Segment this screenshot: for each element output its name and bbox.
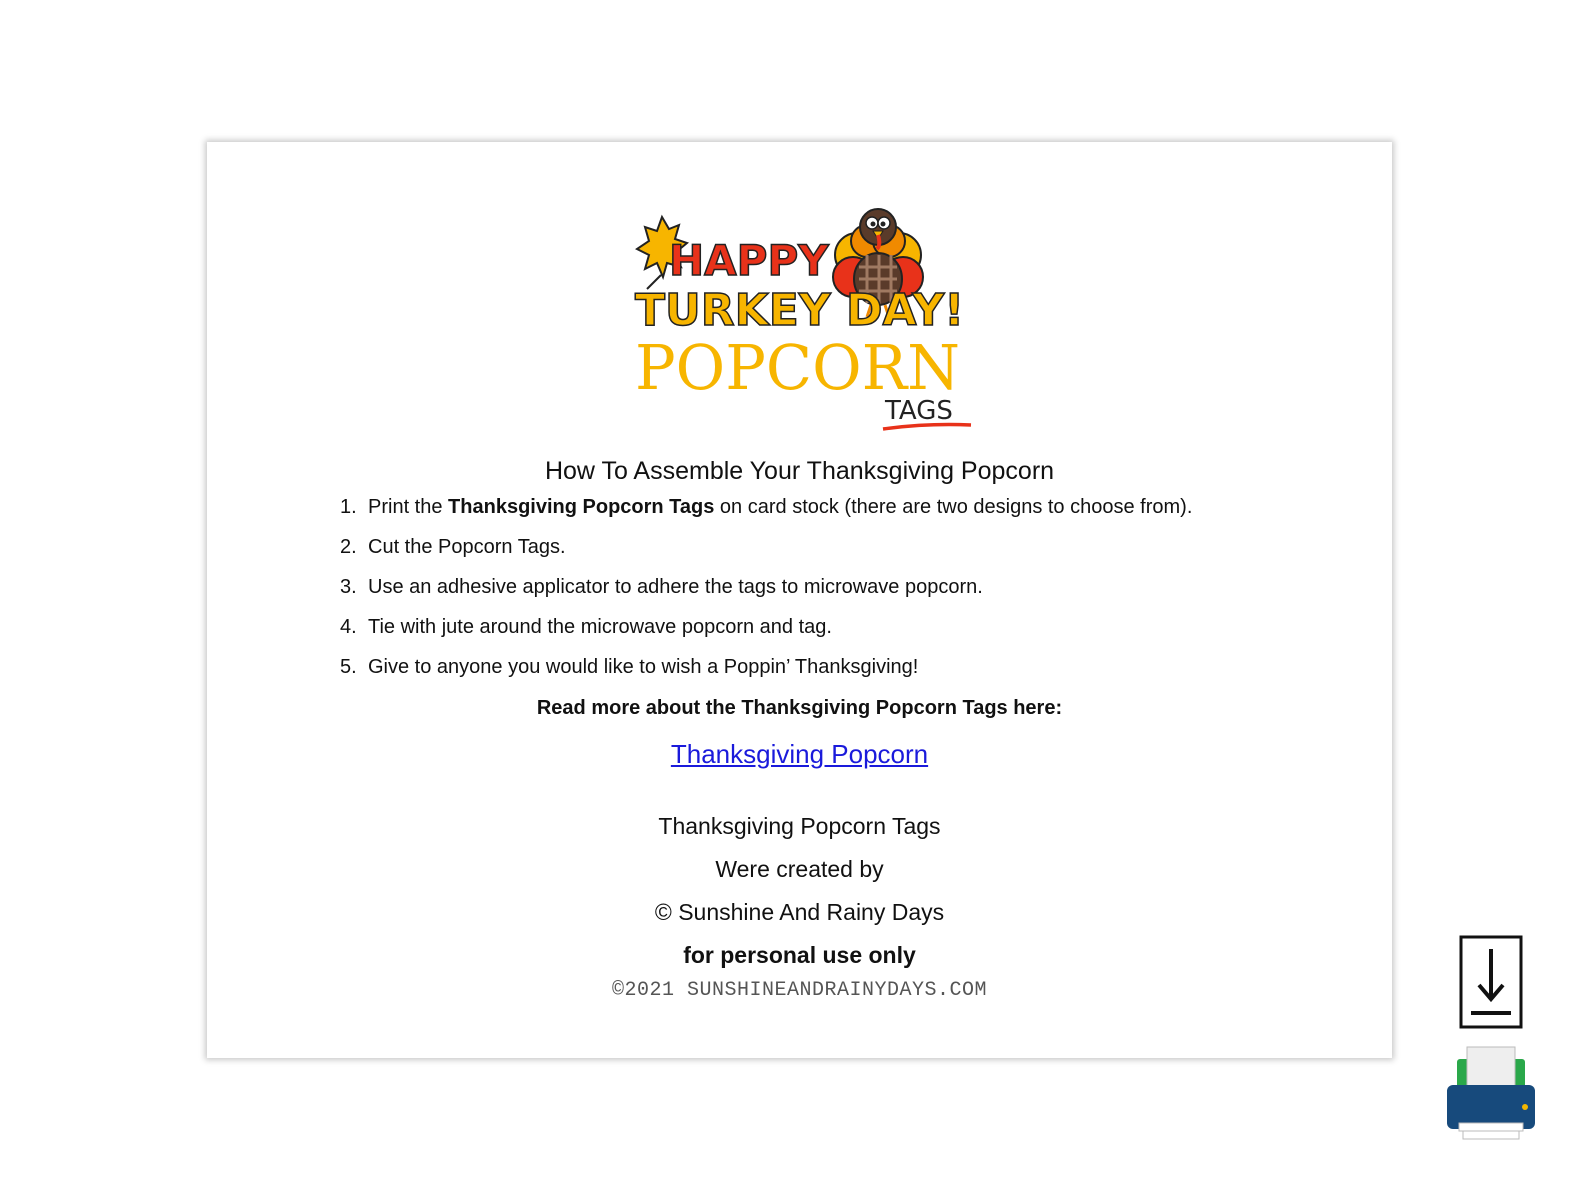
download-icon[interactable] bbox=[1459, 935, 1523, 1029]
step-number: 3. bbox=[340, 576, 357, 598]
step-text: Tie with jute around the microwave popcorn and tag. bbox=[368, 616, 832, 638]
personal-use-notice: for personal use only bbox=[683, 942, 916, 968]
step-number: 2. bbox=[340, 536, 357, 558]
step-number: 5. bbox=[340, 656, 357, 678]
list-item bbox=[340, 656, 1192, 696]
logo-line3: POPCORN bbox=[635, 331, 960, 404]
list-item bbox=[340, 616, 1192, 656]
step-text: Cut the Popcorn Tags. bbox=[368, 536, 566, 558]
printer-icon[interactable] bbox=[1445, 1045, 1537, 1141]
logo-line2: TURKEY DAY! bbox=[635, 285, 965, 336]
steps-list bbox=[340, 496, 1192, 696]
link-container bbox=[207, 739, 1392, 770]
step-text: Give to anyone you would like to wish a Poppin’ Thanksgiving! bbox=[368, 656, 919, 678]
happy-turkey-day-popcorn-logo bbox=[627, 197, 987, 437]
instructions-heading: How To Assemble Your Thanksgiving Popcorn bbox=[544, 457, 1055, 485]
logo-line4: TAGS bbox=[885, 396, 953, 426]
step-text: Use an adhesive applicator to adhere the tags to microwave popcorn. bbox=[368, 576, 983, 598]
step-number: 1. bbox=[340, 496, 357, 518]
credit-line-3: © Sunshine And Rainy Days bbox=[654, 899, 945, 925]
credit-line-2: Were created by bbox=[715, 856, 884, 882]
site-copyright: ©2021 SUNSHINEANDRAINYDAYS.COM bbox=[611, 979, 988, 1002]
credit-line-1: Thanksgiving Popcorn Tags bbox=[658, 813, 941, 839]
list-item bbox=[340, 576, 1192, 616]
step-text: Print the bbox=[368, 496, 449, 518]
step-number: 4. bbox=[340, 616, 357, 638]
document-page bbox=[207, 142, 1392, 1058]
logo-line1: HAPPY bbox=[669, 236, 829, 285]
step-bold-text: Thanksgiving Popcorn Tags bbox=[448, 496, 715, 518]
list-item bbox=[340, 496, 1192, 536]
read-more-text: Read more about the Thanksgiving Popcorn Tags here: bbox=[536, 697, 1063, 719]
thanksgiving-popcorn-link[interactable]: Thanksgiving Popcorn bbox=[670, 739, 929, 769]
step-text: on card stock (there are two designs to choose from). bbox=[714, 496, 1193, 518]
list-item bbox=[340, 536, 1192, 576]
